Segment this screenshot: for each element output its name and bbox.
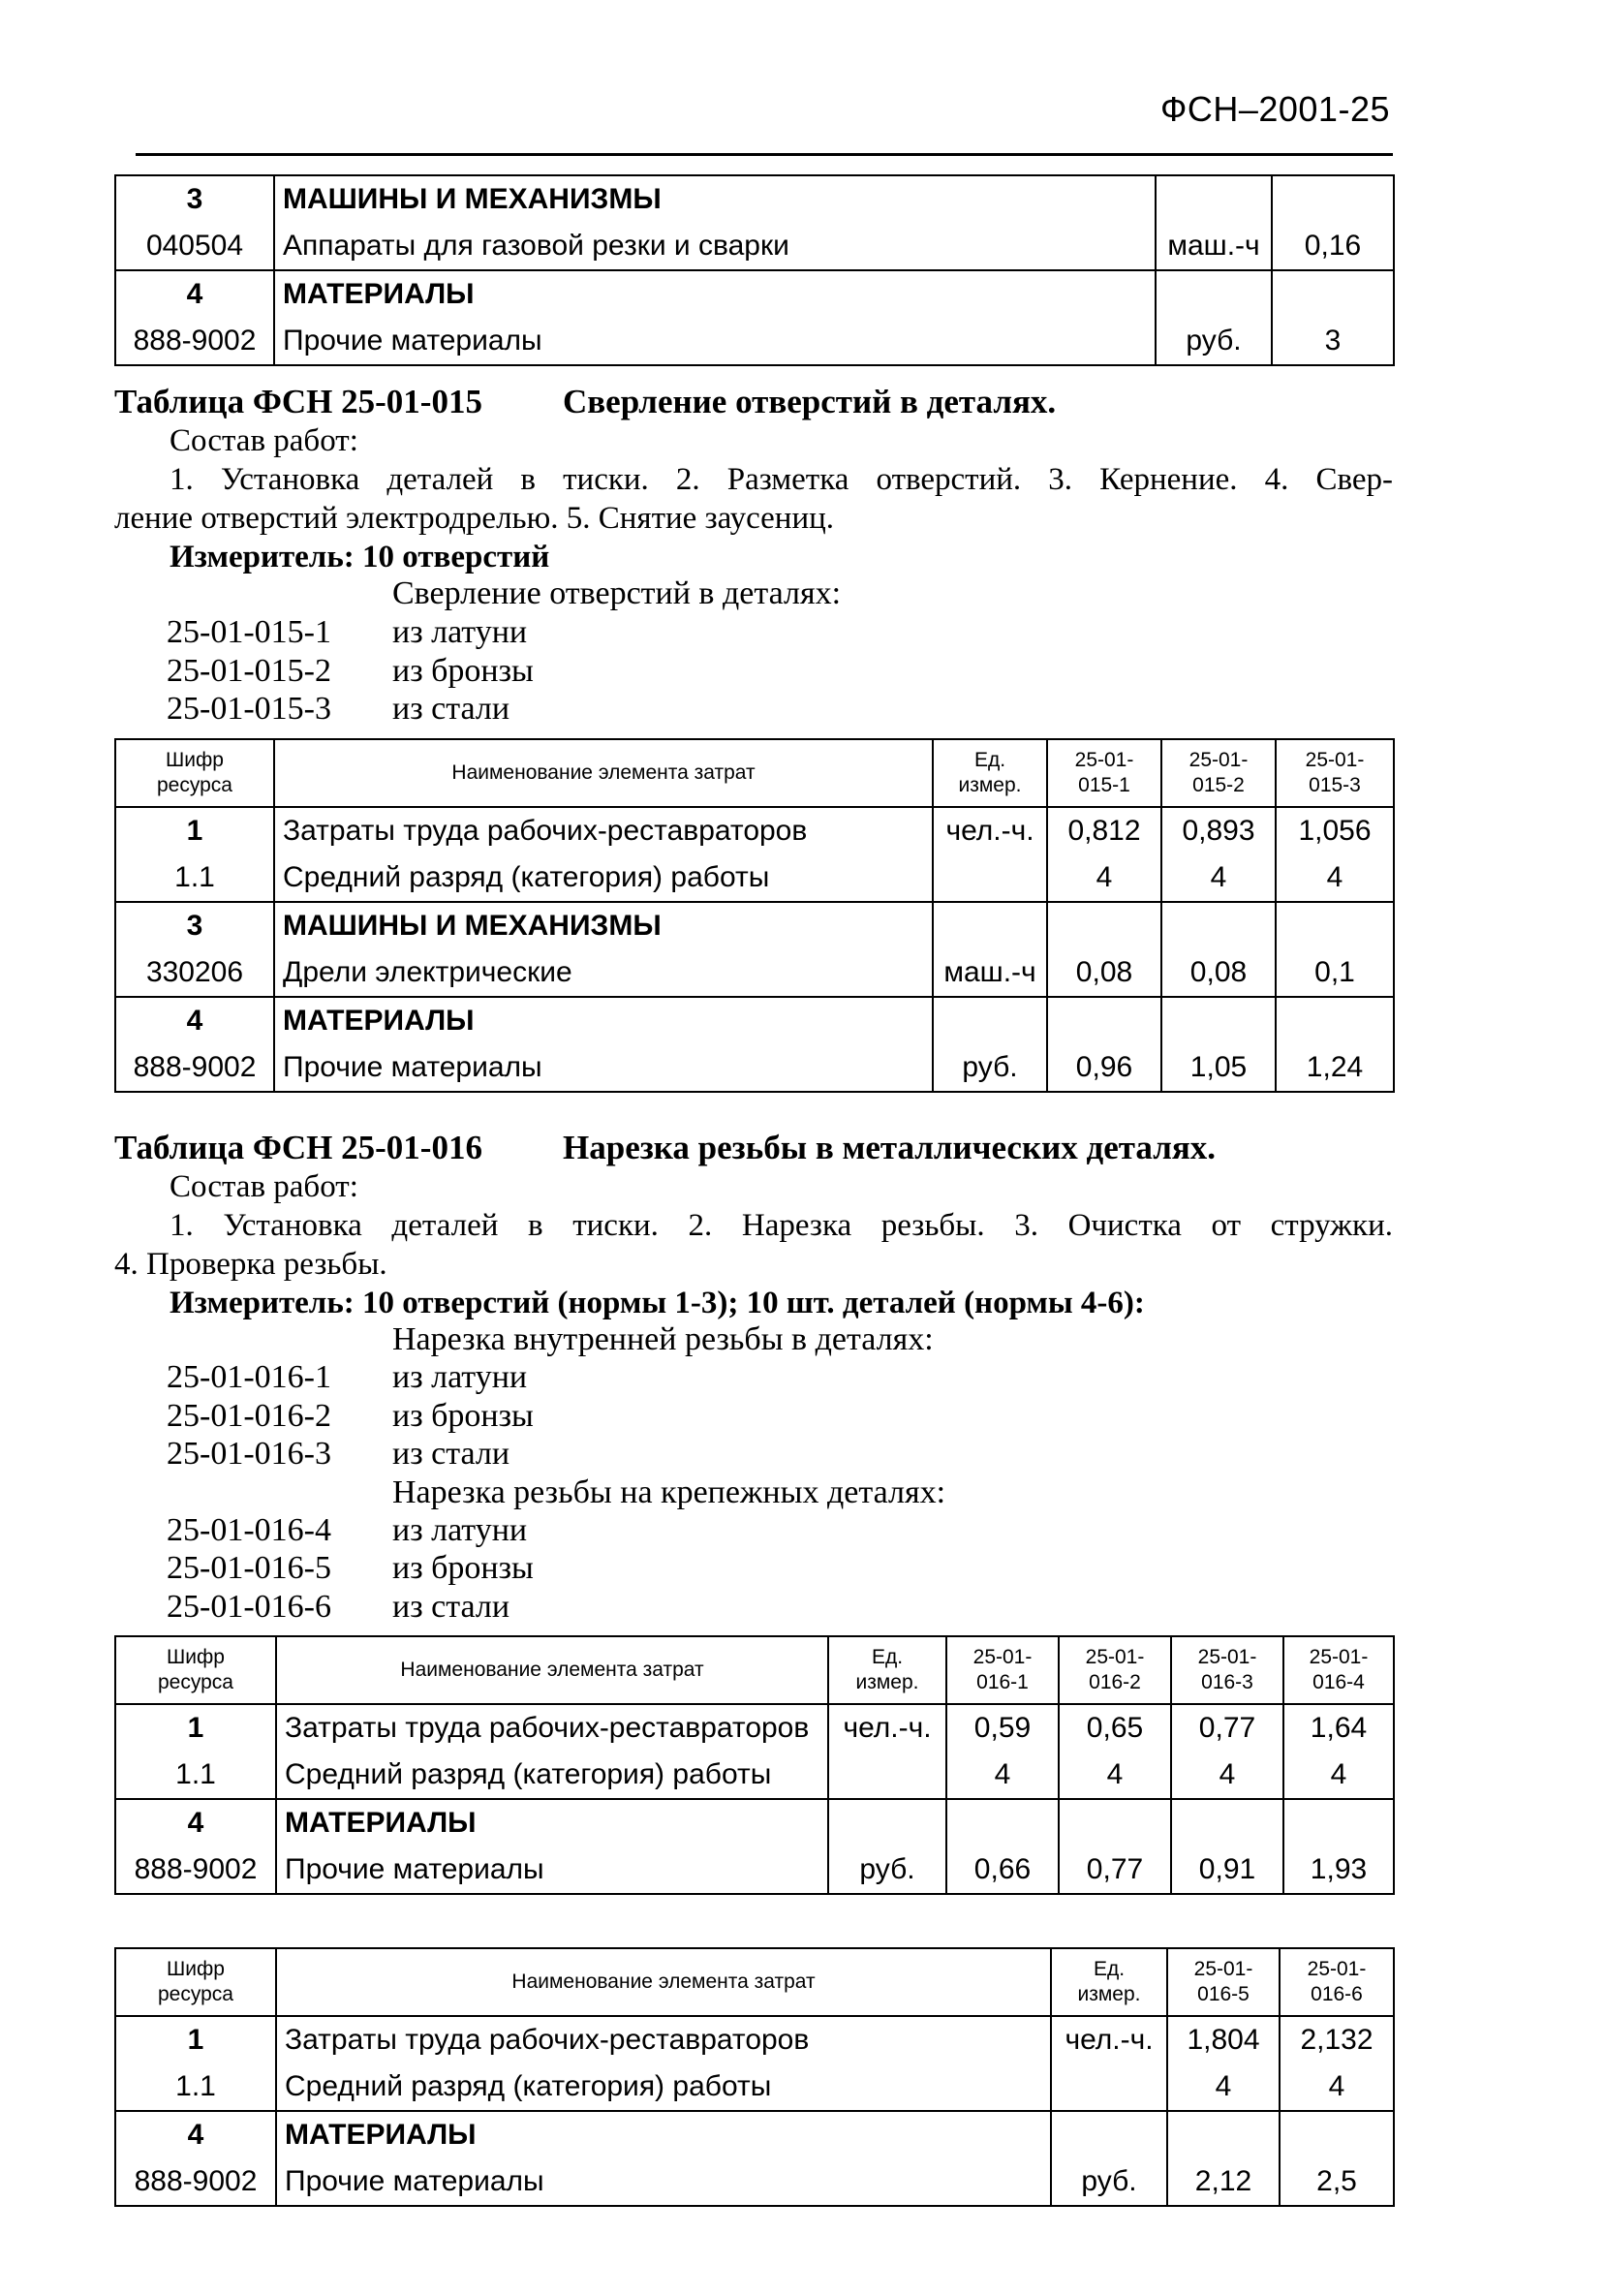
resource-code: 888-9002 (115, 318, 274, 365)
table-number: Таблица ФСН 25-01-015 (114, 383, 482, 420)
unit: маш.-ч (933, 949, 1047, 997)
cost-item-name: Средний разряд (категория) работы (276, 2063, 1051, 2111)
norm-value (1161, 902, 1276, 949)
norm-code: 25-01-015-2 (167, 653, 331, 689)
norm-name: из латуни (392, 1359, 528, 1395)
cost-item-name: МАТЕРИАЛЫ (274, 997, 933, 1044)
norm-value: 0,08 (1161, 949, 1276, 997)
unit (828, 1752, 946, 1799)
norms-table-015 (114, 738, 1395, 1093)
norm-value: 2,5 (1280, 2158, 1394, 2206)
unit (1156, 270, 1272, 318)
cost-item-name: Средний разряд (категория) работы (276, 1752, 828, 1799)
resource-code: 3 (115, 902, 274, 949)
norm-value: 4 (1167, 2063, 1280, 2111)
header-cell: 25-01- 016-1 (946, 1636, 1059, 1704)
table-header-row (115, 1636, 1394, 1704)
norm-value: 1,05 (1161, 1044, 1276, 1092)
norm-code: 25-01-016-3 (167, 1436, 331, 1472)
norm-code: 25-01-016-2 (167, 1398, 331, 1434)
header-cell: 25-01- 016-6 (1280, 1948, 1394, 2016)
table-row (115, 997, 1394, 1044)
norm-value: 0,893 (1161, 807, 1276, 854)
table-row (115, 949, 1394, 997)
resource-code: 1 (115, 1704, 276, 1752)
table-number: Таблица ФСН 25-01-016 (114, 1129, 482, 1166)
norm-value: 0,16 (1272, 223, 1394, 270)
header-cell: 25-01- 016-2 (1059, 1636, 1171, 1704)
table-row (115, 2016, 1394, 2063)
unit (1156, 175, 1272, 223)
table-row (115, 1799, 1394, 1846)
header-cell: Шифр ресурса (115, 1948, 276, 2016)
unit (933, 902, 1047, 949)
cost-item-name: Затраты труда рабочих-реставраторов (274, 807, 933, 854)
norm-value: 0,77 (1059, 1846, 1171, 1894)
header-rule (136, 153, 1393, 156)
norm-value: 4 (946, 1752, 1059, 1799)
norm-name: из стали (392, 691, 510, 727)
table-row (115, 175, 1394, 223)
norm-value: 1,64 (1283, 1704, 1394, 1752)
norm-value (1272, 175, 1394, 223)
resource-code: 888-9002 (115, 2158, 276, 2206)
unit (1051, 2063, 1167, 2111)
norm-value: 0,91 (1171, 1846, 1283, 1894)
resource-code: 888-9002 (115, 1044, 274, 1092)
norm-name: из бронзы (392, 1550, 534, 1586)
norm-value: 1,056 (1276, 807, 1394, 854)
norm-value: 4 (1280, 2063, 1394, 2111)
unit: руб. (1156, 318, 1272, 365)
unit: чел.-ч. (933, 807, 1047, 854)
norm-code: 25-01-016-6 (167, 1589, 331, 1625)
composition-label: Состав работ: (170, 423, 358, 458)
cost-item-name: Прочие материалы (274, 1044, 933, 1092)
cost-item-name: Средний разряд (категория) работы (274, 854, 933, 902)
cost-item-name: Прочие материалы (276, 1846, 828, 1894)
composition-text: 1. Установка деталей в тиски. 2. Нарезка резьбы. 3. Очистка от стружки. (170, 1208, 1393, 1243)
cost-item-name: Прочие материалы (274, 318, 1156, 365)
header-cell: 25-01- 015-2 (1161, 739, 1276, 807)
norm-value (1167, 2111, 1280, 2158)
cost-item-name: МАТЕРИАЛЫ (274, 270, 1156, 318)
table-row (115, 2111, 1394, 2158)
resource-code: 1 (115, 807, 274, 854)
resource-code: 4 (115, 997, 274, 1044)
table-header-row (115, 1948, 1394, 2016)
unit (828, 1799, 946, 1846)
resource-code: 040504 (115, 223, 274, 270)
norm-value (946, 1799, 1059, 1846)
norm-value (1161, 997, 1276, 1044)
resource-code: 1.1 (115, 854, 274, 902)
table-row (115, 1044, 1394, 1092)
norm-value: 0,1 (1276, 949, 1394, 997)
norm-value: 0,08 (1047, 949, 1161, 997)
unit: чел.-ч. (828, 1704, 946, 1752)
resource-code: 888-9002 (115, 1846, 276, 1894)
page-header: ФСН–2001-25 (1159, 89, 1390, 129)
table-description: Нарезка резьбы в металлических деталях. (563, 1129, 1217, 1166)
table-row (115, 854, 1394, 902)
composition-text: 1. Установка деталей в тиски. 2. Разметка отверстий. 3. Кернение. 4. Свер- (170, 462, 1393, 497)
cost-item-name: Затраты труда рабочих-реставраторов (276, 2016, 1051, 2063)
table-row (115, 2063, 1394, 2111)
resource-code: 1.1 (115, 2063, 276, 2111)
norm-value (1276, 997, 1394, 1044)
header-cell: Наименование элемента затрат (276, 1948, 1051, 2016)
norm-code: 25-01-015-1 (167, 614, 331, 650)
norm-name: из стали (392, 1436, 510, 1472)
unit: руб. (828, 1846, 946, 1894)
norm-value: 1,24 (1276, 1044, 1394, 1092)
cost-item-name: Аппараты для газовой резки и сварки (274, 223, 1156, 270)
header-cell: Шифр ресурса (115, 1636, 276, 1704)
norm-value (1276, 902, 1394, 949)
table-description: Сверление отверстий в деталях. (563, 383, 1057, 420)
cost-item-name: МАШИНЫ И МЕХАНИЗМЫ (274, 175, 1156, 223)
unit (1051, 2111, 1167, 2158)
norm-value: 4 (1047, 854, 1161, 902)
table-row (115, 902, 1394, 949)
resource-code: 4 (115, 1799, 276, 1846)
norm-code: 25-01-016-5 (167, 1550, 331, 1586)
norm-subheading: Сверление отверстий в деталях: (392, 575, 842, 611)
norm-value (1047, 902, 1161, 949)
composition-text: 4. Проверка резьбы. (114, 1247, 387, 1282)
table-row (115, 270, 1394, 318)
norm-code: 25-01-016-1 (167, 1359, 331, 1395)
table-row (115, 1846, 1394, 1894)
header-cell: 25-01- 015-1 (1047, 739, 1161, 807)
unit: руб. (1051, 2158, 1167, 2206)
table-row (115, 2158, 1394, 2206)
norm-subheading: Нарезка резьбы на крепежных деталях: (392, 1474, 946, 1510)
table-row (115, 318, 1394, 365)
resource-code: 1 (115, 2016, 276, 2063)
cost-item-name: Дрели электрические (274, 949, 933, 997)
header-cell: Ед. измер. (828, 1636, 946, 1704)
table-row (115, 223, 1394, 270)
norms-table-016-2 (114, 1947, 1395, 2207)
section-title-015 (114, 383, 1057, 421)
table-header-row (115, 739, 1394, 807)
resource-code: 3 (115, 175, 274, 223)
norm-value (1171, 1799, 1283, 1846)
norm-name: из стали (392, 1589, 510, 1625)
norm-value (1047, 997, 1161, 1044)
meter: Измеритель: 10 отверстий (170, 540, 550, 574)
norm-value: 4 (1283, 1752, 1394, 1799)
header-cell: Ед. измер. (1051, 1948, 1167, 2016)
norm-value: 4 (1059, 1752, 1171, 1799)
norm-value: 2,12 (1167, 2158, 1280, 2206)
norm-value: 0,65 (1059, 1704, 1171, 1752)
header-cell: 25-01- 016-3 (1171, 1636, 1283, 1704)
norm-value: 3 (1272, 318, 1394, 365)
cost-item-name: МАТЕРИАЛЫ (276, 2111, 1051, 2158)
header-cell: Шифр ресурса (115, 739, 274, 807)
unit: руб. (933, 1044, 1047, 1092)
resource-code: 1.1 (115, 1752, 276, 1799)
norm-value: 0,66 (946, 1846, 1059, 1894)
norm-value: 1,804 (1167, 2016, 1280, 2063)
cost-item-name: МАШИНЫ И МЕХАНИЗМЫ (274, 902, 933, 949)
norm-value: 0,59 (946, 1704, 1059, 1752)
norm-value: 0,96 (1047, 1044, 1161, 1092)
norms-table-016-1 (114, 1635, 1395, 1895)
composition-text: ление отверстий электродрелью. 5. Снятие заусениц. (114, 501, 835, 536)
unit (933, 854, 1047, 902)
norm-name: из латуни (392, 614, 528, 650)
resource-code: 4 (115, 270, 274, 318)
unit (933, 997, 1047, 1044)
unit: чел.-ч. (1051, 2016, 1167, 2063)
table-row (115, 1752, 1394, 1799)
norm-value (1272, 270, 1394, 318)
norm-value: 0,812 (1047, 807, 1161, 854)
norm-name: из бронзы (392, 1398, 534, 1434)
norm-value: 2,132 (1280, 2016, 1394, 2063)
norm-value: 1,93 (1283, 1846, 1394, 1894)
cost-item-name: МАТЕРИАЛЫ (276, 1799, 828, 1846)
norm-value (1283, 1799, 1394, 1846)
table-row (115, 1704, 1394, 1752)
norm-name: из бронзы (392, 653, 534, 689)
norm-value (1059, 1799, 1171, 1846)
norm-code: 25-01-015-3 (167, 691, 331, 727)
norm-value (1280, 2111, 1394, 2158)
header-cell: 25-01- 015-3 (1276, 739, 1394, 807)
cost-item-name: Затраты труда рабочих-реставраторов (276, 1704, 828, 1752)
table-row (115, 807, 1394, 854)
norm-value: 4 (1161, 854, 1276, 902)
header-cell: 25-01- 016-5 (1167, 1948, 1280, 2016)
section-title-016 (114, 1129, 1217, 1167)
norm-value: 4 (1171, 1752, 1283, 1799)
cost-item-name: Прочие материалы (276, 2158, 1051, 2206)
top-table (114, 174, 1395, 366)
norm-subheading: Нарезка внутренней резьбы в деталях: (392, 1321, 934, 1357)
norm-value: 0,77 (1171, 1704, 1283, 1752)
composition-label: Состав работ: (170, 1169, 358, 1204)
header-cell: 25-01- 016-4 (1283, 1636, 1394, 1704)
norm-value: 4 (1276, 854, 1394, 902)
norm-name: из латуни (392, 1512, 528, 1548)
header-cell: Ед. измер. (933, 739, 1047, 807)
unit: маш.-ч (1156, 223, 1272, 270)
norm-code: 25-01-016-4 (167, 1512, 331, 1548)
header-cell: Наименование элемента затрат (276, 1636, 828, 1704)
header-cell: Наименование элемента затрат (274, 739, 933, 807)
resource-code: 330206 (115, 949, 274, 997)
resource-code: 4 (115, 2111, 276, 2158)
meter: Измеритель: 10 отверстий (нормы 1-3); 10 шт. деталей (нормы 4-6): (170, 1286, 1145, 1320)
